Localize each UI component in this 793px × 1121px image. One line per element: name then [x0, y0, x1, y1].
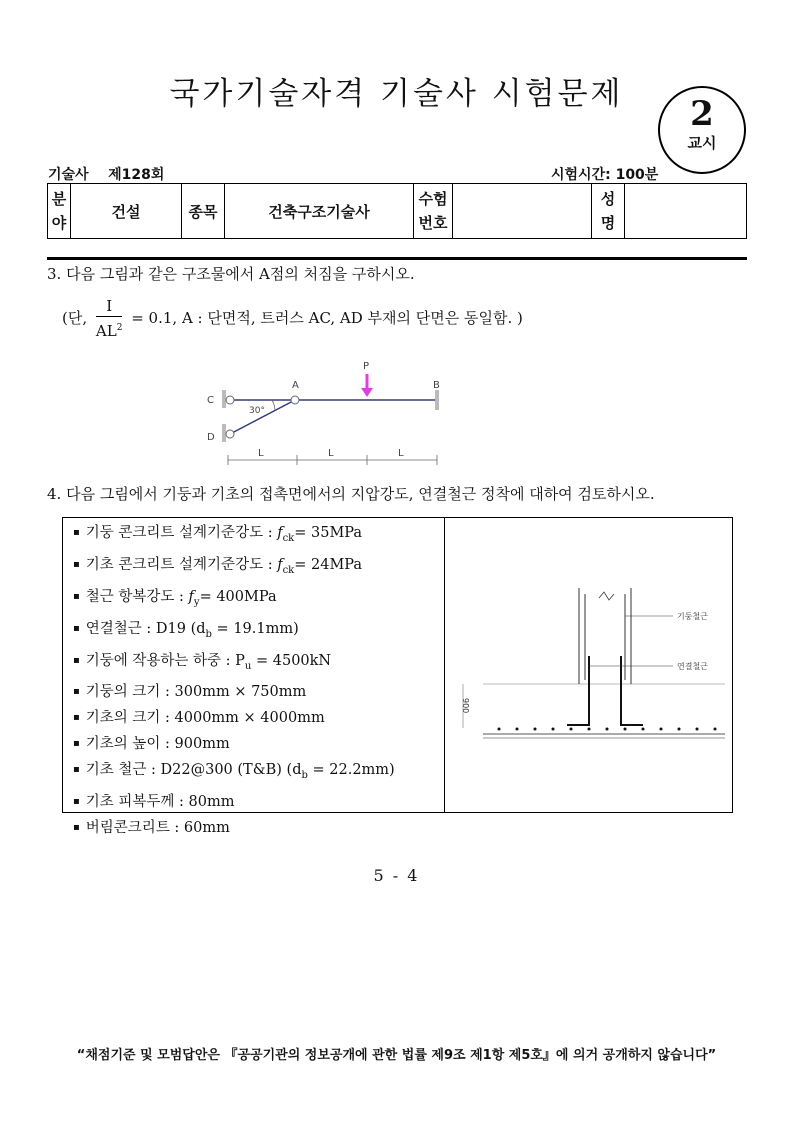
- given-item: [73, 520, 395, 552]
- bullet-icon: ▪: [73, 738, 80, 750]
- examinee-no-label-top: 수험: [418, 190, 448, 208]
- label-angle: 30°: [249, 406, 265, 416]
- given-item-subscript: u: [244, 660, 252, 672]
- given-item-subscript: b: [301, 770, 308, 782]
- exam-time-value: 100분: [615, 167, 659, 183]
- q3-cond-open: (단,: [62, 309, 88, 327]
- given-item-label: 연결철근 : D19 (d: [85, 620, 206, 637]
- dim-label-1: L: [258, 448, 264, 459]
- hinge-d: [226, 430, 234, 438]
- label-p: P: [363, 361, 370, 372]
- category-value: 건축구조기술사: [225, 184, 414, 239]
- exam-round: 제128회: [108, 167, 165, 183]
- given-item-label: 기초의 높이 : 900mm: [85, 736, 230, 753]
- bullet-icon: ▪: [73, 527, 80, 538]
- q3-cond-rest: = 0.1, A : 단면적, 트러스 AC, AD 부재의 단면은 동일함. ): [131, 309, 523, 327]
- load-arrow-head: [361, 388, 373, 397]
- dim-label-3: L: [398, 448, 404, 459]
- given-item-value: = 400MPa: [199, 588, 277, 605]
- label-d: D: [207, 432, 215, 443]
- dowel-label: 연결철근: [677, 662, 708, 671]
- bullet-icon: ▪: [73, 654, 80, 666]
- given-item-value: = 22.2mm): [307, 762, 395, 779]
- given-item-label: 기둥의 크기 : 300mm × 750mm: [85, 684, 307, 701]
- given-item: [73, 705, 395, 731]
- q4-box-divider: [444, 518, 445, 812]
- exam-time: [551, 164, 658, 184]
- q3-fraction: [96, 296, 123, 342]
- bullet-icon: ▪: [73, 764, 80, 776]
- name-label-cell: [592, 184, 625, 239]
- disclosure-notice: “채점기준 및 모범답안은 『공공기관의 정보공개에 관한 법률 제9조 제1항 제5호』에 의거 공개하지 않습니다”: [76, 1048, 717, 1063]
- footing-rebar-dots: [498, 728, 717, 731]
- bullet-icon: ▪: [73, 712, 80, 724]
- given-item-subscript: ck: [282, 532, 295, 544]
- given-item-label: 기둥에 작용하는 하중 : P: [85, 652, 245, 669]
- given-item-label: 철근 항복강도 :: [85, 588, 184, 605]
- given-item-label: 버림콘크리트 : 60mm: [85, 820, 230, 837]
- exam-title: 국가기술자격 기술사 시험문제: [169, 76, 624, 112]
- bullet-icon: ▪: [73, 622, 80, 634]
- bullet-icon: ▪: [73, 558, 80, 570]
- given-item-value: = 19.1mm): [211, 620, 299, 637]
- given-item-symbol: f: [188, 588, 194, 605]
- given-item-value: = 4500kN: [251, 652, 332, 669]
- name-field[interactable]: [625, 184, 747, 239]
- q4-given-box: [62, 517, 733, 837]
- support-d: [222, 424, 226, 442]
- question-4-text: 4. 다음 그림에서 기둥과 기초의 접촉면에서의 지압강도, 연결철근 정착에 대하여 검토하시오.: [47, 485, 655, 503]
- dowel-left: [567, 656, 589, 725]
- given-item-label: 기초의 크기 : 4000mm × 4000mm: [85, 710, 325, 727]
- examinee-no-label-bottom: 번호: [418, 214, 448, 232]
- given-item: [73, 552, 395, 584]
- bullet-icon: ▪: [73, 822, 80, 834]
- column-break: [599, 592, 614, 600]
- q4-footing-figure: [453, 588, 725, 748]
- angle-arc: [272, 400, 275, 410]
- given-item-subscript: b: [205, 628, 212, 640]
- given-item: [73, 757, 395, 789]
- given-item-label: 기둥 콘크리트 설계기준강도 :: [85, 525, 273, 541]
- exam-time-label: 시험시간:: [551, 167, 611, 183]
- q4-given-list: [73, 520, 395, 841]
- label-a: A: [292, 380, 299, 391]
- page-number: 5 - 4: [373, 866, 420, 885]
- field-label-cell: [48, 184, 71, 239]
- given-item-label: 기초 피복두께 : 80mm: [85, 794, 235, 811]
- given-item-subscript: y: [193, 596, 200, 608]
- question-3-condition: [62, 296, 523, 342]
- name-label-top: 성: [600, 190, 616, 208]
- given-item: [73, 815, 395, 841]
- q3-truss-figure: [190, 352, 460, 472]
- question-3-text: 3. 다음 그림과 같은 구조물에서 A점의 처짐을 구하시오.: [47, 265, 415, 283]
- exam-round-line: [48, 164, 164, 184]
- exam-info-table: [47, 183, 747, 239]
- header-divider: [47, 257, 747, 260]
- q3-frac-denominator: [96, 317, 123, 342]
- examinee-no-field[interactable]: [453, 184, 592, 239]
- given-item: [73, 731, 395, 757]
- name-label-bottom: 명: [600, 214, 616, 232]
- given-item-label: 기초 콘크리트 설계기준강도 :: [85, 556, 273, 573]
- q3-frac-den-exp: 2: [116, 323, 123, 333]
- given-item: [73, 679, 395, 705]
- category-label: 종목: [182, 184, 225, 239]
- given-item-subscript: ck: [282, 564, 295, 576]
- session-label: 교시: [687, 134, 717, 152]
- exam-name: 기술사: [48, 167, 89, 183]
- support-b: [435, 390, 439, 410]
- bullet-icon: ▪: [73, 796, 80, 808]
- dowel-right: [621, 656, 643, 725]
- label-c: C: [207, 395, 214, 406]
- examinee-no-label-cell: [414, 184, 453, 239]
- hinge-a: [291, 396, 299, 404]
- given-item-symbol: f: [277, 525, 283, 541]
- column-rebar-label: 기둥철근: [677, 612, 708, 621]
- given-item: [73, 616, 395, 648]
- given-item: [73, 584, 395, 616]
- given-item-label: 기초 철근 : D22@300 (T&B) (d: [85, 762, 302, 779]
- given-item: [73, 648, 395, 680]
- q3-frac-den-base: AL: [95, 322, 117, 340]
- field-value: 건설: [71, 184, 182, 239]
- hinge-c: [226, 396, 234, 404]
- given-item-value: = 24MPa: [294, 556, 363, 573]
- dim-label-2: L: [328, 448, 334, 459]
- support-c: [222, 390, 226, 408]
- field-label-top: 분: [51, 190, 67, 208]
- session-number: 2: [690, 94, 714, 134]
- given-item-symbol: f: [277, 556, 283, 573]
- label-b: B: [433, 380, 440, 391]
- field-label-bottom: 야: [51, 214, 67, 232]
- q3-frac-numerator: I: [96, 296, 123, 317]
- given-item-value: = 35MPa: [294, 525, 363, 541]
- given-item: [73, 789, 395, 815]
- bullet-icon: ▪: [73, 686, 80, 698]
- footing-height-label: 900: [461, 698, 470, 714]
- session-badge: [658, 86, 746, 174]
- bullet-icon: ▪: [73, 590, 80, 602]
